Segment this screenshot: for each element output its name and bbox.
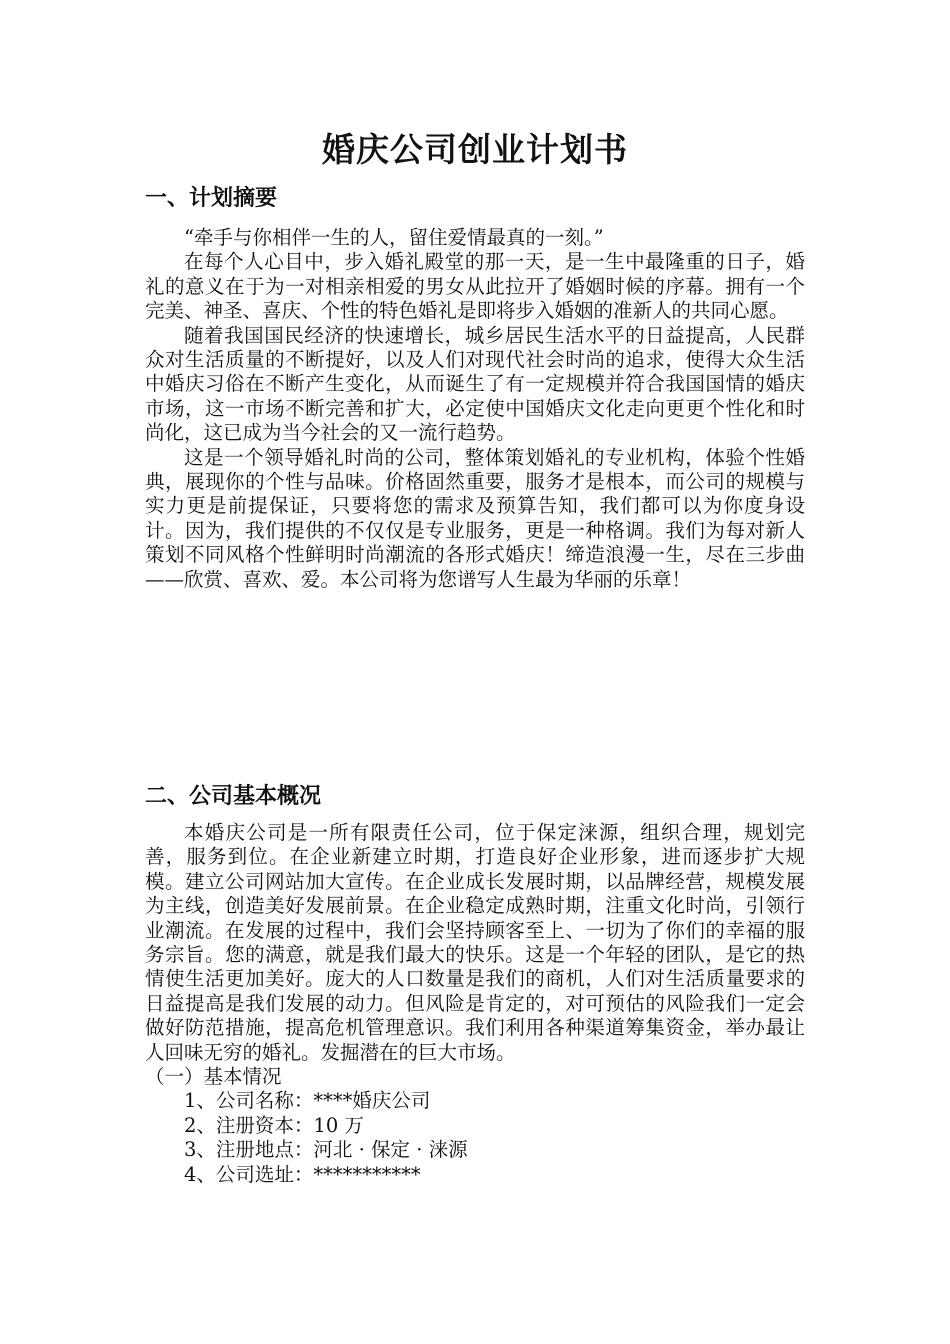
- section-heading-company-overview: 二、公司基本概况: [145, 784, 322, 809]
- section-summary-body: [145, 226, 805, 592]
- basic-info-item-company-name: 1、公司名称：****婚庆公司: [184, 1089, 431, 1113]
- basic-info-subheading: （一）基本情况: [145, 1065, 282, 1089]
- section-company-overview-body: [145, 821, 805, 1187]
- document-title: 婚庆公司创业计划书: [322, 130, 628, 169]
- basic-info-item-registered-capital: 2、注册资本：10 万: [184, 1113, 364, 1137]
- summary-paragraph: 这是一个领导婚礼时尚的公司，整体策划婚礼的专业机构，体验个性婚典，展现你的个性与品味。价格固然重要，服务才是根本，而公司的规模与实力更是前提保证，只要将您的需求及预算告知，我们都可以为你度身设计。因为，我们提供的不仅仅是专业服务，更是一种格调。我们为每对新人策划不同风格个性鲜明时尚潮流的各形式婚庆！缔造浪漫一生，尽在三步曲——欣赏、喜欢、爱。本公司将为您谱写人生最为华丽的乐章！: [145, 445, 805, 591]
- summary-quote: “牵手与你相伴一生的人，留住爱情最真的一刻。”: [184, 226, 604, 249]
- summary-paragraph: 随着我国国民经济的快速增长，城乡居民生活水平的日益提高，人民群众对生活质量的不断提好，以及人们对现代社会时尚的追求，使得大众生活中婚庆习俗在不断产生变化，从而诞生了有一定规模并符合我国国情的婚庆市场，这一市场不断完善和扩大，必定使中国婚庆文化走向更更个性化和时尚化，这已成为当今社会的又一流行趋势。: [145, 323, 805, 445]
- section-heading-summary: 一、计划摘要: [145, 186, 278, 211]
- overview-paragraph: 本婚庆公司是一所有限责任公司，位于保定涞源，组织合理，规划完善，服务到位。在企业新建立时期，打造良好企业形象，进而逐步扩大规模。建立公司网站加大宣传。在企业成长发展时期，以品牌经营，规模发展为主线，创造美好发展前景。在企业稳定成熟时期，注重文化时尚，引领行业潮流。在发展的过程中，我们会坚持顾客至上、一切为了你们的幸福的服务宗旨。您的满意，就是我们最大的快乐。这是一个年轻的团队，是它的热情使生活更加美好。庞大的人口数量是我们的商机，人们对生活质量要求的日益提高是我们发展的动力。但风险是肯定的，对可预估的风险我们一定会做好防范措施，提高危机管理意识。我们利用各种渠道筹集资金，举办最让人回味无穷的婚礼。发掘潜在的巨大市场。: [145, 821, 805, 1064]
- summary-paragraph: 在每个人心目中，步入婚礼殿堂的那一天，是一生中最隆重的日子，婚礼的意义在于为一对相亲相爱的男女从此拉开了婚姻时候的序幕。拥有一个完美、神圣、喜庆、个性的特色婚礼是即将步入婚姻的准新人的共同心愿。: [145, 250, 805, 323]
- basic-info-item-company-address: 4、公司选址：***********: [184, 1162, 421, 1186]
- basic-info-item-registered-location: 3、注册地点：河北 · 保定 · 涞源: [184, 1138, 468, 1162]
